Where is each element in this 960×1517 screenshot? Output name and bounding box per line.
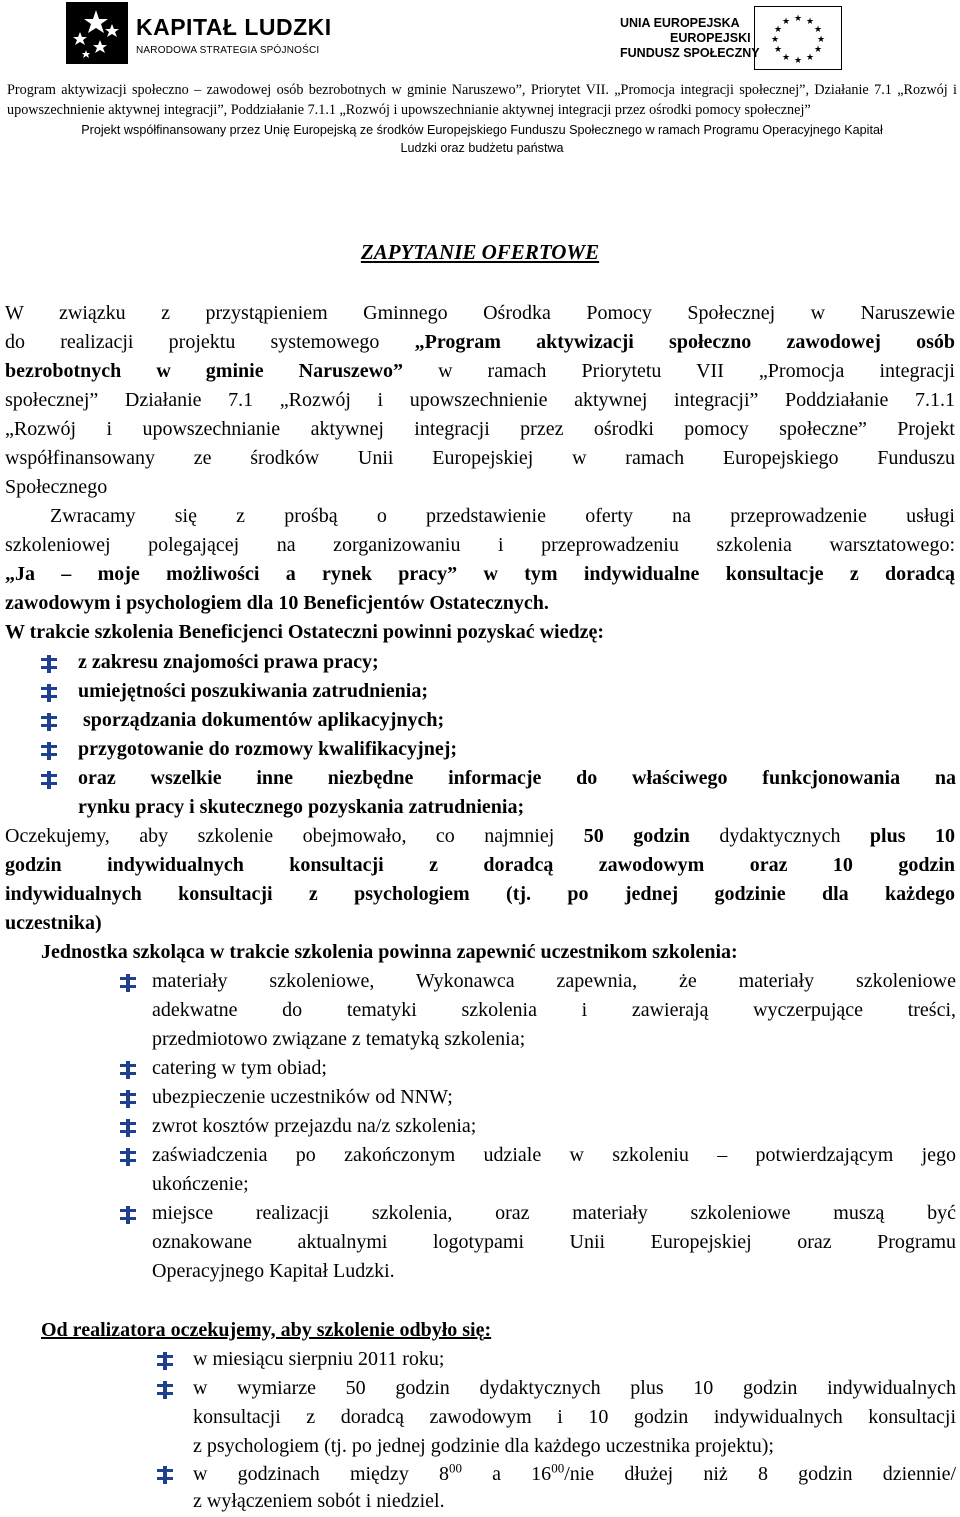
hours-sup-2: 00 [551,1460,565,1476]
contractor-item: w wymiarze 50 godzin dydaktycznych plus 10 godzin indywidualnych [193,1377,956,1399]
eu-logo-line3: FUNDUSZ SPOŁECZNY [620,46,760,60]
svg-text:★: ★ [813,45,823,55]
expect-plus: plus 10 [869,825,955,847]
project-line1: Projekt współfinansowany przez Unię Europejską ze środków Europejskiego Funduszu Społecznego w ramach Programu Operacyjnego Kapitał [81,123,883,137]
expect-line-1a: Oczekujemy, aby szkolenie obejmowało, co najmniej [5,825,584,847]
intro-line-5: „Rozwój i upowszechnianie aktywnej integracji przez ośrodki pomocy społeczne” Projekt [5,418,955,440]
unit-item-cont: Operacyjnego Kapitał Ludzki. [152,1260,395,1282]
unit-item-cont: oznakowane aktualnymi logotypami Unii Europejskiej oraz Programu [152,1231,956,1253]
bullet-icon [41,655,59,673]
bullet-icon [120,1119,138,1137]
knowledge-item: z zakresu znajomości prawa pracy; [78,651,379,673]
project-line2: Ludzki oraz budżetu państwa [400,141,564,155]
svg-text:★: ★ [781,53,791,63]
knowledge-item: umiejętności poszukiwania zatrudnienia; [78,680,429,702]
kapital-ludzki-subtitle: NARODOWA STRATEGIA SPÓJNOŚCI [136,45,320,56]
eu-logo-line2: EUROPEJSKI [670,31,751,45]
bullet-icon [41,684,59,702]
bullet-icon [120,974,138,992]
hours-sup-1: 00 [448,1460,462,1476]
bullet-icon [157,1466,175,1484]
hours-pre: w godzinach między 8 [193,1463,449,1485]
unit-item: materiały szkoleniowe, Wykonawca zapewnia, że materiały szkoleniowe [152,970,956,992]
contractor-item-cont: z psychologiem (tj. po jednej godzinie dla każdego uczestnika projektu); [193,1435,774,1457]
intro-program-name-cont: bezrobotnych w gminie Naruszewo” [5,360,404,382]
request-line-3: „Ja – moje możliwości a rynek pracy” w tym indywidualne konsultacje z doradcą [5,563,955,585]
svg-text:★: ★ [781,17,791,27]
eu-logo-line1: UNIA EUROPEJSKA [620,16,740,30]
unit-item: miejsce realizacji szkolenia, oraz materiały szkoleniowe muszą być [152,1202,956,1224]
unit-item: zwrot kosztów przejazdu na/z szkolenia; [152,1115,477,1137]
project-cofinancing-text [7,121,957,157]
expect-line-1 [5,822,955,851]
unit-item: catering w tym obiad; [152,1057,327,1079]
kapital-ludzki-title: KAPITAŁ LUDZKI [136,14,332,40]
intro-program-name: „Program aktywizacji społeczno zawodowej osób [414,331,955,353]
knowledge-item-cont: rynku pracy i skutecznego pozyskania zatrudnienia; [78,796,525,818]
svg-text:★: ★ [773,45,783,55]
contractor-heading: Od realizatora oczekujemy, aby szkolenie odbyło się: [41,1319,492,1341]
knowledge-item: sporządzania dokumentów aplikacyjnych; [78,709,445,731]
bullet-icon [120,1061,138,1079]
intro-line-2 [5,328,955,357]
eu-logo-text [620,16,760,61]
svg-text:★: ★ [793,56,803,66]
contractor-item-cont: konsultacji z doradcą zawodowym i 10 godzin indywidualnych konsultacji [193,1406,956,1428]
contractor-item: w miesiącu sierpniu 2011 roku; [193,1348,445,1370]
page-title: ZAPYTANIE OFERTOWE [360,240,600,264]
request-line-4: zawodowym i psychologiem dla 10 Beneficjentów Ostatecznych. [5,592,549,614]
contractor-item-cont: z wyłączeniem sobót i niedziel. [193,1490,445,1512]
kapital-ludzki-emblem [66,2,128,64]
knowledge-item: oraz wszelkie inne niezbędne informacje do właściwego funkcjonowania na [78,767,956,789]
unit-item-cont: przedmiotowo związane z tematyką szkolenia; [152,1028,526,1050]
intro-line-6: współfinansowany ze środków Unii Europejskiej w ramach Europejskiego Funduszu [5,447,955,469]
program-header-text: Program aktywizacji społeczno – zawodowej osób bezrobotnych w gminie Naruszewo”, Priorytet VII. „Promocja integracji społecznej”, Działanie 7.1 „Rozwój i upowszechnienie aktywnej integracji”, Poddziałanie 7.1.1 „Rozwój i upowszechnianie aktywnej integracji przez ośrodki pomocy społecznej” [7,82,957,118]
expect-line-3: indywidualnych konsultacji z psychologiem (tj. po jednej godzinie dla każdego [5,883,955,905]
bullet-icon [157,1381,175,1399]
intro-line-1: W związku z przystąpieniem Gminnego Ośrodka Pomocy Społecznej w Naruszewie [5,302,955,324]
intro-line-7: Społecznego [5,476,108,498]
bullet-icon [41,771,59,789]
bullet-icon [157,1352,175,1370]
unit-item: zaświadczenia po zakończonym udziale w szkoleniu – potwierdzającym jego [152,1144,956,1166]
svg-text:★: ★ [773,25,783,35]
svg-text:★: ★ [816,35,826,45]
intro-line-4: społecznej” Działanie 7.1 „Rozwój i upowszechnienie aktywnej integracji” Poddziałanie 7.1.1 [5,389,955,411]
bullet-icon [120,1090,138,1108]
kapital-ludzki-logo [66,2,346,64]
svg-text:★: ★ [793,14,803,24]
expect-line-4: uczestnika) [5,912,102,934]
hours-post: /nie dłużej niż 8 godzin dziennie/ [564,1463,957,1485]
eu-flag-icon [754,6,842,70]
svg-text:★: ★ [805,53,815,63]
intro-line-2a: do realizacji projektu systemowego [5,331,415,353]
unit-item-cont: ukończenie; [152,1173,249,1195]
unit-heading: Jednostka szkoląca w trakcie szkolenia powinna zapewnić uczestnikom szkolenia: [41,941,738,963]
bullet-icon [120,1148,138,1166]
intro-line-3 [5,357,955,386]
knowledge-item: przygotowanie do rozmowy kwalifikacyjnej; [78,738,458,760]
bullet-icon [41,742,59,760]
expect-line-2: godzin indywidualnych konsultacji z doradcą zawodowym oraz 10 godzin [5,854,955,876]
bullet-icon [120,1206,138,1224]
intro-line-3b: w ramach Priorytetu VII „Promocja integracji [403,360,955,382]
request-line-1: Zwracamy się z prośbą o przedstawienie oferty na przeprowadzenie usługi [50,505,955,527]
eu-logo [620,6,842,66]
bullet-icon [41,713,59,731]
knowledge-heading: W trakcie szkolenia Beneficjenci Ostateczni powinni pozyskać wiedzę: [5,621,605,643]
svg-text:★: ★ [805,17,815,27]
svg-text:★: ★ [770,35,780,45]
hours-mid: a 16 [461,1463,552,1485]
svg-text:★: ★ [813,25,823,35]
expect-line-1c: dydaktycznych [689,825,870,847]
unit-item: ubezpieczenie uczestników od NNW; [152,1086,453,1108]
unit-item-cont: adekwatne do tematyki szkolenia i zawierają wyczerpujące treści, [152,999,956,1021]
contractor-item-hours [193,1460,956,1489]
request-line-2: szkoleniowej polegającej na zorganizowaniu i przeprowadzeniu szkolenia warsztatowego: [5,534,955,556]
expect-hours: 50 godzin [583,825,690,847]
